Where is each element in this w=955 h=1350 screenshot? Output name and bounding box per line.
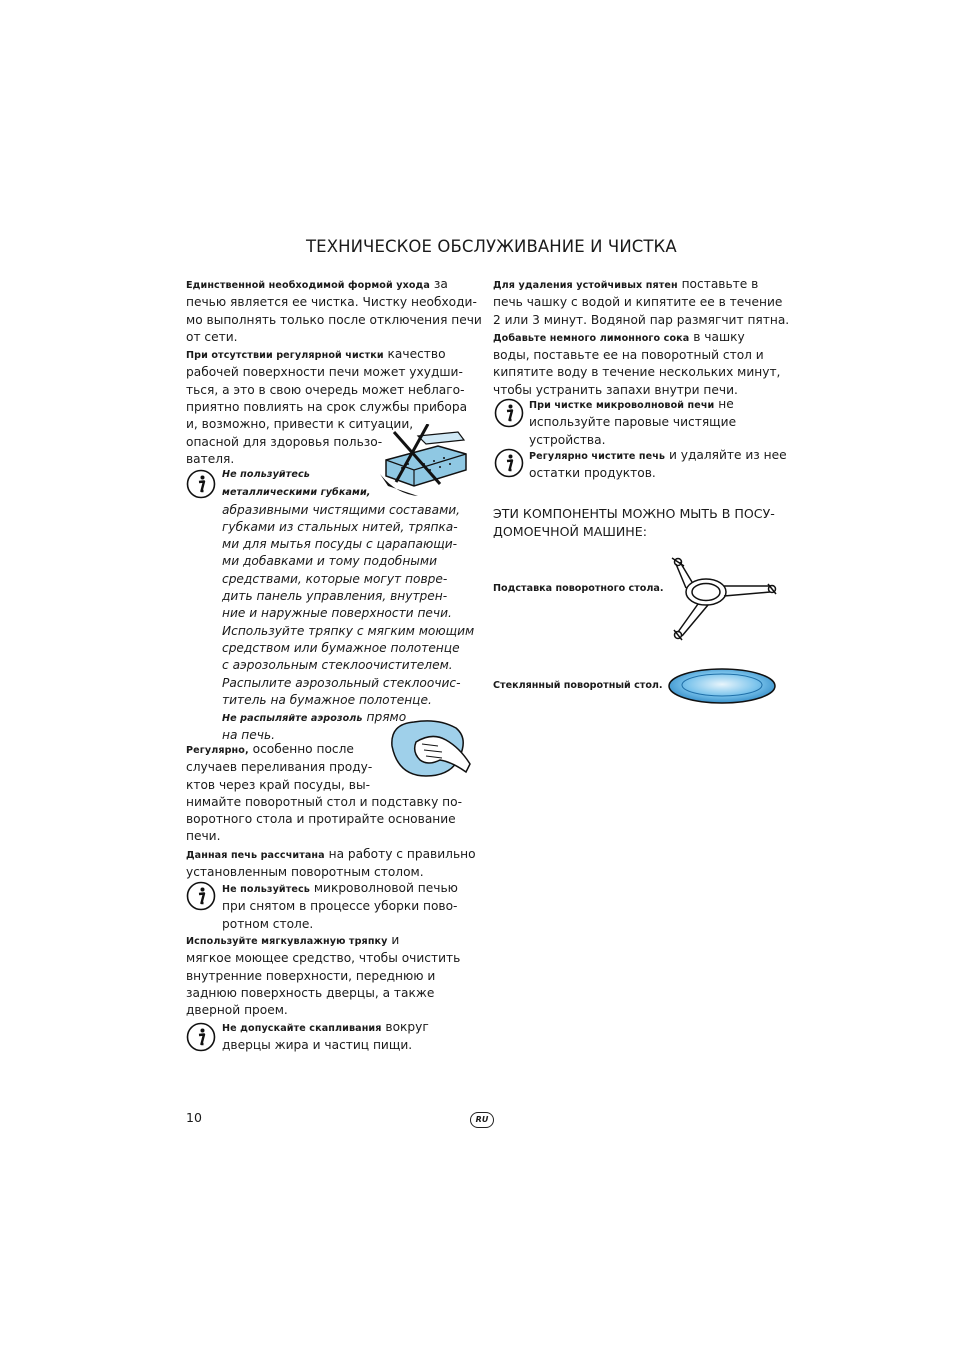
page-title: ТЕХНИЧЕСКОЕ ОБСЛУЖИВАНИЕ И ЧИСТКА — [306, 237, 677, 256]
dishwasher-heading: ЭТИ КОМПОНЕНТЫ МОЖНО МЫТЬ В ПОСУ- ДОМОЕЧНОЙ МАШИНЕ: — [493, 506, 775, 539]
note-line: губками из стальных нитей, тряпка- — [222, 519, 458, 534]
right-column: Для удаления устойчивых пятен поставьте в печь чашку с водой и кипятите ее в течение 2 или 3 минут. Водяной пар размягчит пятна. Добавьте немного лимонного сока в чашку воды, поставьте ее на поворотный стол и кипятите воду в течение нескольких минут, чтобы устранить запахи внутри печи. — [493, 277, 790, 397]
note-line: с аэрозольным стеклоочистителем. — [222, 658, 453, 673]
note-line: ми для мытья посуды с царапающи- — [222, 537, 458, 552]
note-line: ние и наружные поверхности печи. — [222, 606, 452, 621]
note-grease: Не допускайте скапливания вокруг дверцы жира и частиц пищи. — [222, 1020, 429, 1053]
note-line: средством или бумажное полотенце — [222, 640, 460, 655]
note-line: титель на бумажное полотенце. — [222, 692, 432, 707]
note-line: средствами, которые могут повре- — [222, 571, 448, 586]
turntable-support-image — [666, 552, 778, 642]
left-column-lower: Регулярно, особенно после случаев переливания проду- ктов через край посуды, вы- нимайте поворотный стол и подставку по- воротного стола и протирайте основание печи. Данная печь рассчитана на работу с правильно установленным поворотным столом. — [186, 742, 476, 880]
left-column: Единственной необходимой формой ухода за печью является ее чистка. Чистку необходи- мо выполнять только после отключения печи от сети. При отсутствии регулярной чистки качество рабочей поверхности печи может ухудши- ться, а это в свою очередь может неблаго- приятно повлиять на срок службы прибора и, возможно, привести к ситуации, опасной для здоровья пользо- вателя. — [186, 276, 486, 468]
info-icon — [494, 448, 524, 482]
info-icon — [186, 881, 216, 915]
paragraph-no-cleaning: При отсутствии регулярной чистки качество — [186, 347, 446, 362]
language-badge: RU — [470, 1112, 494, 1128]
paragraph-care: Единственной необходимой формой ухода за — [186, 277, 448, 291]
note-no-steam-cleaners: При чистке микроволновой печи не используйте паровые чистящие устройства. — [529, 397, 737, 447]
glass-turntable-image — [667, 666, 779, 706]
note-line: Распылите аэрозольный стеклоочис- — [222, 675, 461, 690]
paragraph-soft-cloth: Используйте мягкувлажную тряпку и мягкое моющее средство, чтобы очистить внутренние поверхности, переднюю и заднюю поверхность дверцы, а также дверной проем. — [186, 933, 461, 1018]
note-no-metal-sponges: Не пользуйтесь металлическими губками, абразивными чистящими составами, губками из стальных нитей, тряпка- ми для мытья посуды с царапающи- ми добавками и тому подобными средствами, которые могут повре- дить панель управления, внутрен- ние и наружные поверхности печи. Используйте тряпку с мягким моющим средством или бумажное полотенце с аэрозольным стеклоочистителем. Распылите аэрозольный стеклоочис- титель на бумажное полотенце. Не распыляйте аэрозоль прямо на печь. — [222, 465, 482, 745]
info-icon — [186, 1022, 216, 1056]
info-icon — [494, 398, 524, 432]
note-line: ми добавками и тому подобными — [222, 554, 438, 569]
note-regular-cleaning: Регулярно чистите печь и удаляйте из нее остатки продуктов. — [529, 448, 787, 481]
note-turntable-required: Не пользуйтесь микроволновой печью при снятом в процессе уборки пово- ротном столе. — [222, 881, 458, 931]
note-line: абразивными чистящими составами, — [222, 502, 461, 517]
caption-turntable-support: Подставка поворотного стола. — [493, 583, 664, 594]
note-line: Используйте тряпку с мягким моющим — [222, 623, 475, 638]
note-lines — [222, 502, 482, 710]
page-number: 10 — [186, 1110, 202, 1125]
caption-glass-turntable: Стеклянный поворотный стол. — [493, 680, 663, 691]
note-line: дить панель управления, внутрен- — [222, 589, 448, 604]
info-icon — [186, 469, 216, 503]
